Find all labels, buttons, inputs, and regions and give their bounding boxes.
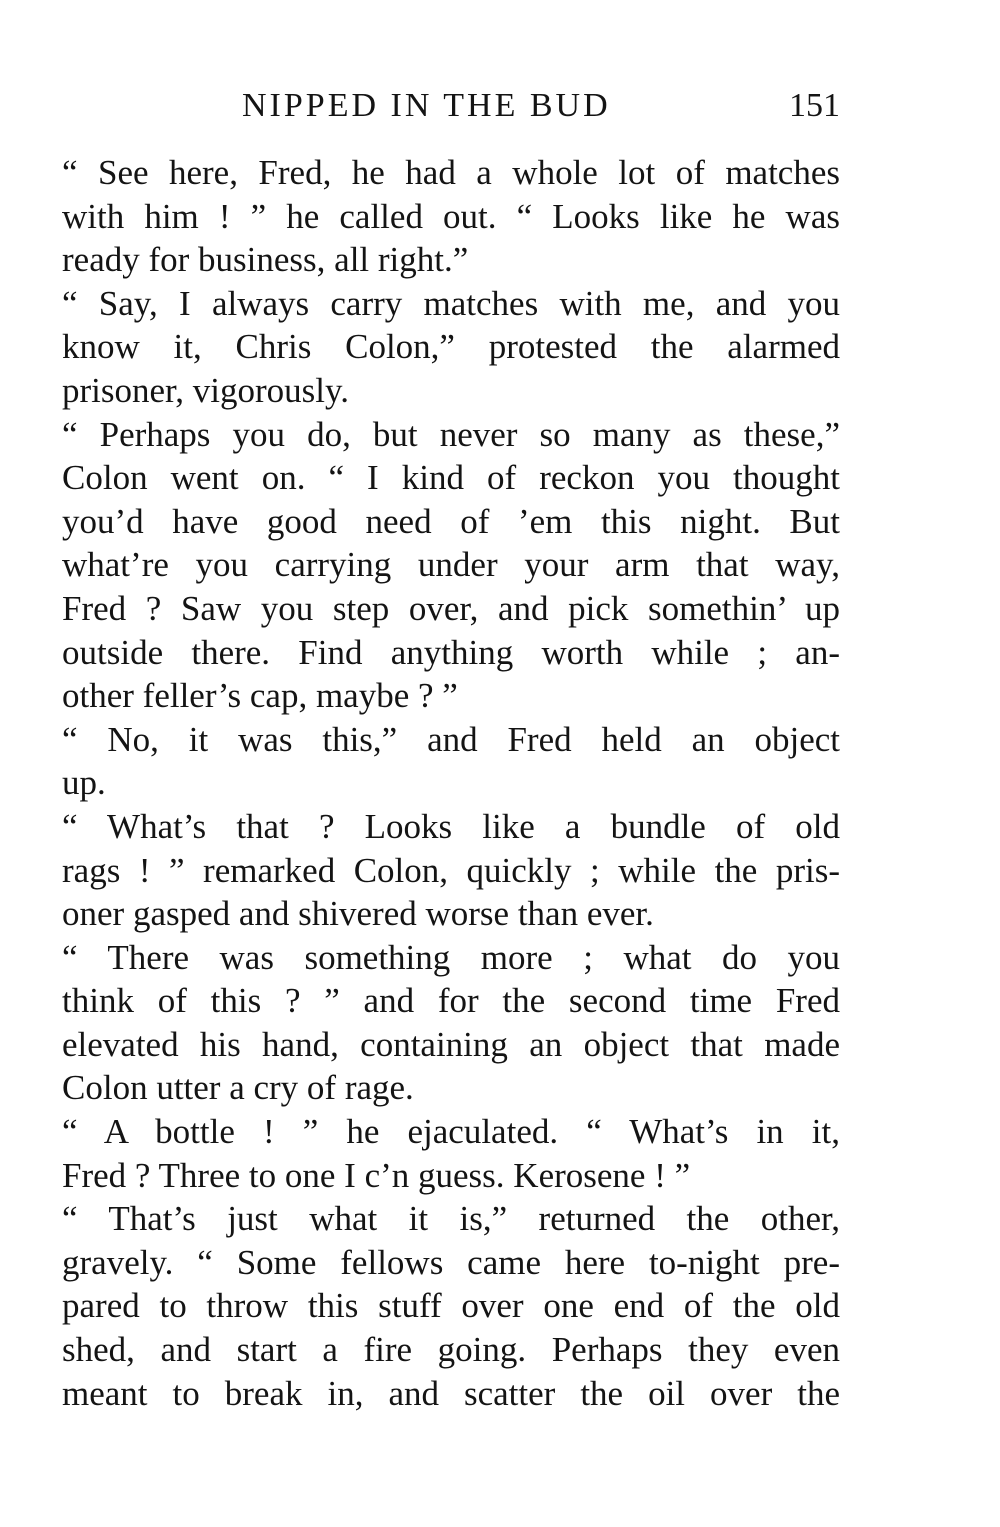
text-line: meant to break in, and scatter the oil over the [62, 1373, 840, 1413]
text-line: Colon went on. “ I kind of reckon you thought [62, 458, 840, 498]
text-line: “ Perhaps you do, but never so many as these,” [62, 414, 840, 454]
text-line: Fred ? Saw you step over, and pick somethin’ up [62, 588, 840, 628]
text-line: elevated his hand, containing an object that made [62, 1024, 840, 1064]
text-line: “ There was something more ; what do you [62, 937, 840, 977]
text-line: pared to throw this stuff over one end of the old [62, 1286, 840, 1326]
text-line: with him ! ” he called out. “ Looks like he was [62, 196, 840, 236]
text-line: “ No, it was this,” and Fred held an object [62, 719, 840, 759]
text-line: “ Say, I always carry matches with me, and you [62, 283, 840, 323]
page-number: 151 [789, 87, 840, 124]
text-line: you’d have good need of ’em this night. But [62, 501, 840, 541]
text-line: think of this ? ” and for the second time Fred [62, 981, 840, 1021]
text-line: rags ! ” remarked Colon, quickly ; while the pris- [62, 850, 840, 890]
running-title: NIPPED IN THE BUD [242, 87, 611, 124]
text-line: know it, Chris Colon,” protested the alarmed [62, 327, 840, 367]
text-line: Colon utter a cry of rage. [62, 1068, 414, 1108]
text-line: “ That’s just what it is,” returned the other, [62, 1199, 840, 1239]
text-line: Fred ? Three to one I c’n guess. Kerosene ! ” [62, 1155, 691, 1195]
text-line: up. [62, 763, 106, 803]
text-line: what’re you carrying under your arm that way, [62, 545, 840, 585]
text-line: prisoner, vigorously. [62, 370, 349, 410]
text-line: ready for business, all right.” [62, 240, 469, 280]
text-line: “ See here, Fred, he had a whole lot of matches [62, 153, 840, 192]
text-line: “ What’s that ? Looks like a bundle of old [62, 806, 840, 846]
text-line: gravely. “ Some fellows came here to-night pre- [62, 1242, 840, 1282]
body-text [62, 151, 840, 1415]
text-line: outside there. Find anything worth while ; an- [62, 632, 840, 672]
text-line: “ A bottle ! ” he ejaculated. “ What’s in it, [62, 1112, 840, 1152]
text-line: shed, and start a fire going. Perhaps they even [62, 1330, 840, 1370]
running-head [62, 86, 840, 126]
text-line: other feller’s cap, maybe ? ” [62, 676, 458, 716]
text-line: oner gasped and shivered worse than ever. [62, 894, 654, 934]
